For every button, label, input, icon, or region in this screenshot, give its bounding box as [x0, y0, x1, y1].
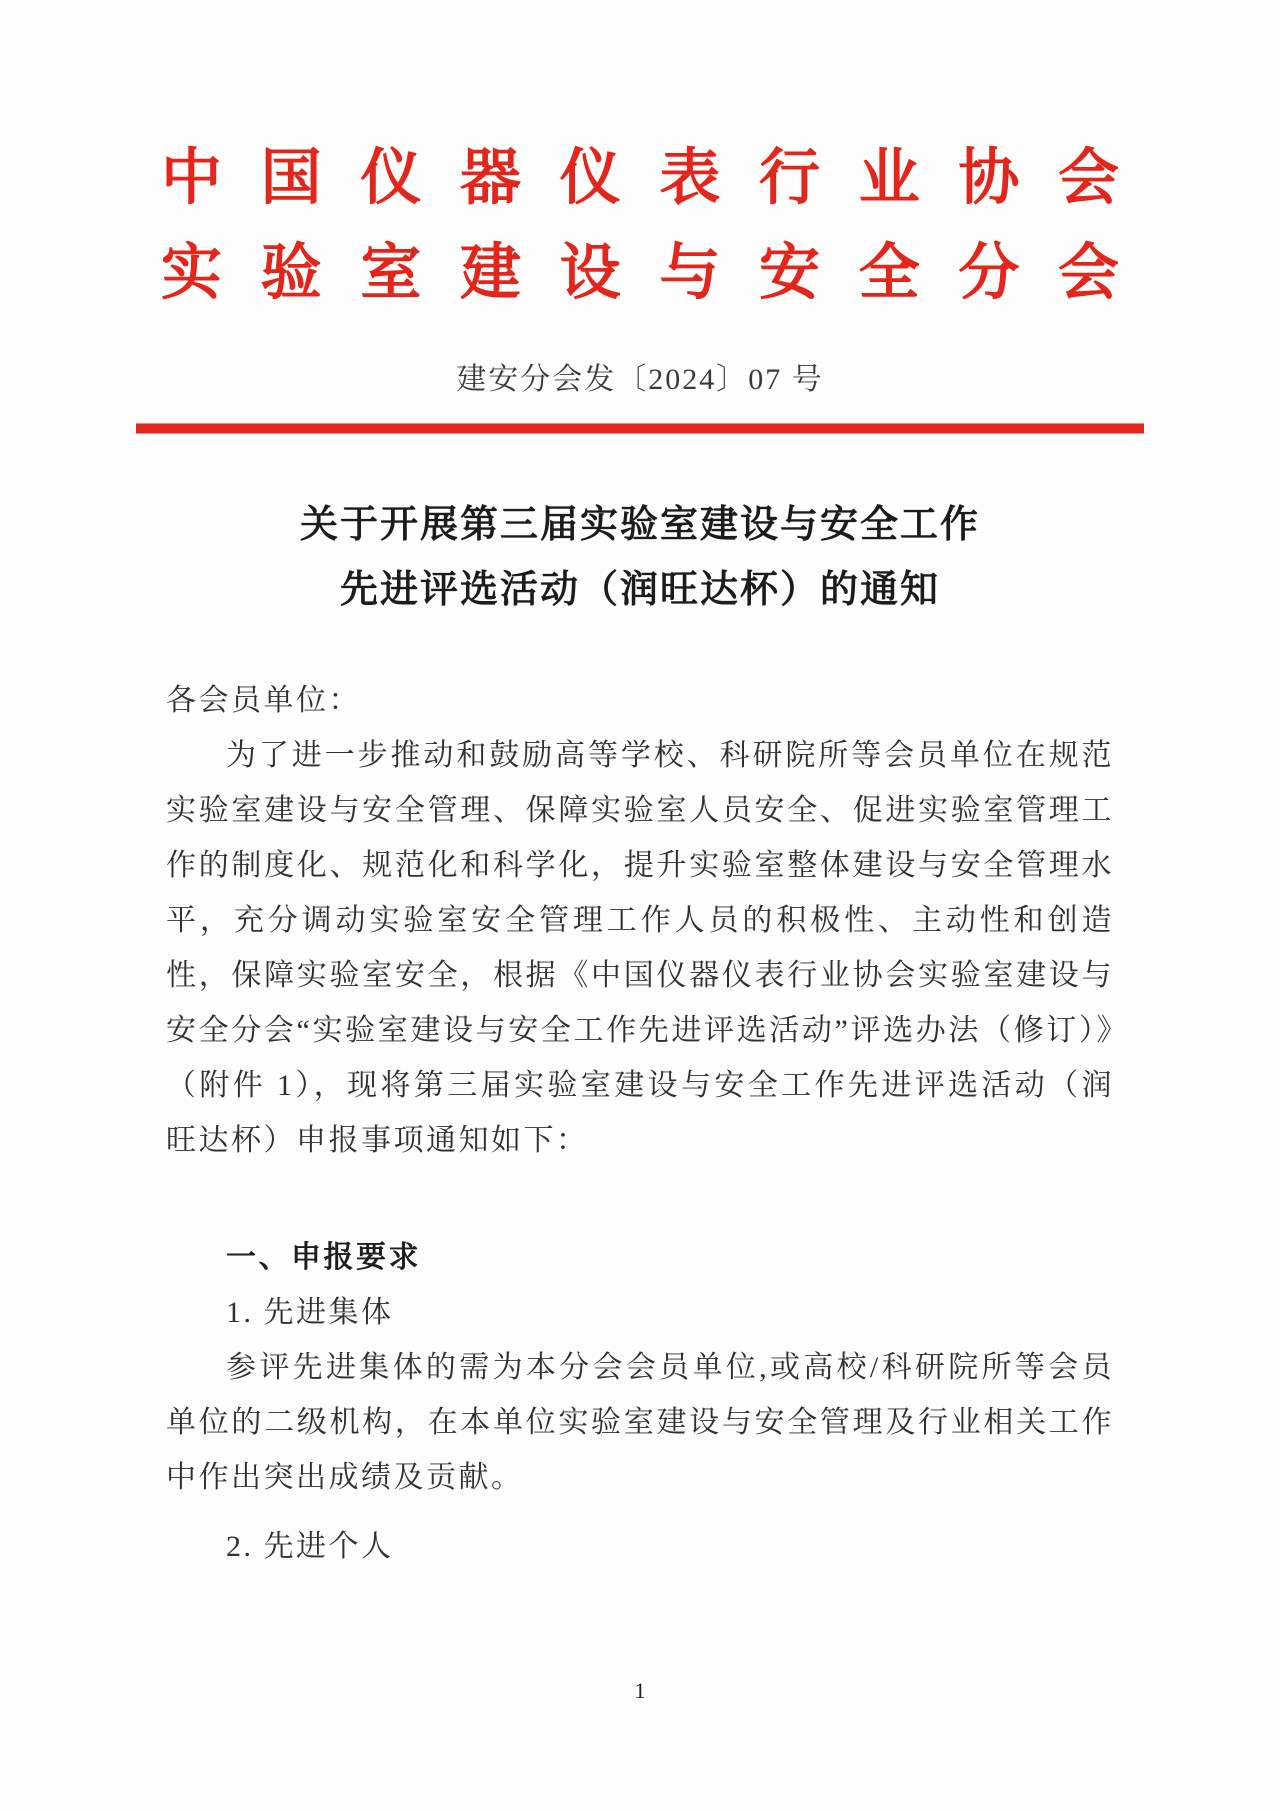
item-paragraph-1: 参评先进集体的需为本分会会员单位,或高校/科研院所等会员单位的二级机构，在本单位实验室建设与安全管理及行业相关工作中作出突出成绩及贡献。: [166, 1351, 1114, 1494]
item-heading-2: 2. 先进个人: [226, 1530, 394, 1563]
org-name-line2: 实验室建设与安全分会: [161, 238, 1119, 306]
section-heading-1: 一、申报要求: [226, 1241, 421, 1274]
red-divider-line: [136, 424, 1144, 433]
title-line2: 先进评选活动（润旺达杯）的通知: [339, 569, 940, 611]
doc-number: 建安分会发〔2024〕07 号: [456, 363, 824, 396]
letterhead: [0, 0, 1280, 433]
notice-title: [0, 493, 1280, 623]
title-line1: 关于开展第三届实验室建设与安全工作: [299, 504, 980, 546]
page-number: 1: [634, 1678, 646, 1703]
item-heading-1: 1. 先进集体: [226, 1296, 394, 1329]
salutation: 各会员单位：: [166, 684, 361, 717]
notice-body: [166, 673, 1114, 1574]
org-name-line1: 中国仪器仪表行业协会: [161, 143, 1119, 211]
body-paragraph-1: 为了进一步推动和鼓励高等学校、科研院所等会员单位在规范实验室建设与安全管理、保障实验室人员安全、促进实验室管理工作的制度化、规范化和科学化，提升实验室整体建设与安全管理水平，充分调动实验室安全管理工作人员的积极性、主动性和创造性，保障实验室安全，根据《中国仪器仪表行业协会实验室建设与安全分会“实验室建设与安全工作先进评选活动”评选办法（修订）》（附件 1），现将第三届实验室建设与安全工作先进评选活动（润旺达杯）申报事项通知如下：: [166, 739, 1114, 1157]
